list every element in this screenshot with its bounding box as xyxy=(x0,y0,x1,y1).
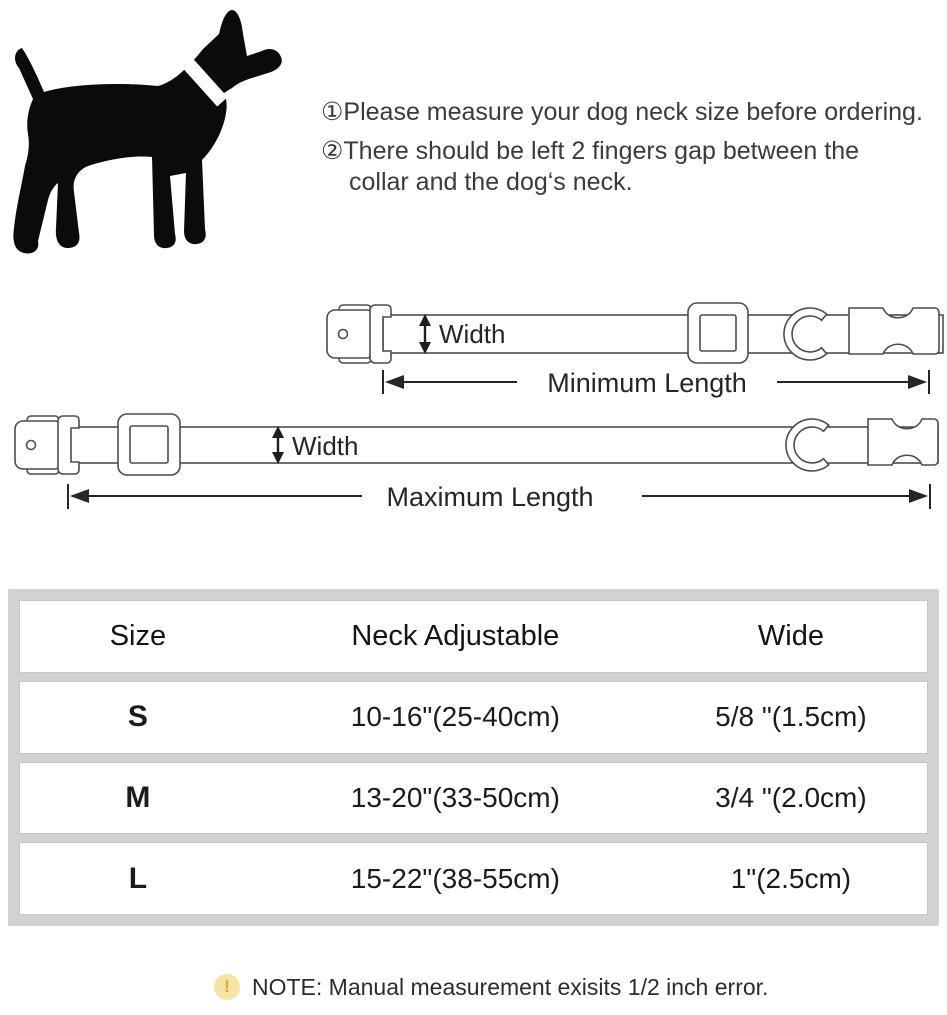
size-value: L xyxy=(128,861,148,895)
width-label: Width xyxy=(439,319,506,349)
d-ring-icon xyxy=(784,308,830,360)
exclamation-icon: ! xyxy=(214,974,240,1000)
neck-value: 13-20"(33-50cm) xyxy=(350,781,560,813)
slider-icon xyxy=(118,414,180,475)
size-value: S xyxy=(127,700,148,734)
note-text: NOTE: Manual measurement exisits 1/2 inch error. xyxy=(252,973,769,1000)
collar-diagram-minimum xyxy=(325,293,947,405)
buckle-female-icon xyxy=(327,305,391,363)
dog-body-shape xyxy=(13,10,281,253)
table-row-s xyxy=(19,681,928,754)
size-value: M xyxy=(125,780,151,814)
instructions xyxy=(321,99,946,196)
header-cell-size: Size xyxy=(109,619,167,652)
header-cell-neck-adjustable: Neck Adjustable xyxy=(351,619,560,652)
size-table xyxy=(8,589,939,926)
header-cell-wide: Wide xyxy=(757,619,824,652)
buckle-female-icon xyxy=(15,416,79,474)
width-label: Width xyxy=(292,431,359,461)
table-header-row xyxy=(19,600,928,673)
wide-value: 1"(2.5cm) xyxy=(730,862,852,894)
collar-diagram-maximum xyxy=(0,403,947,518)
instruction-line-3: collar and the dog‘s neck. xyxy=(349,168,633,196)
dog-silhouette-icon xyxy=(0,2,320,282)
wide-value: 3/4 "(2.0cm) xyxy=(715,781,867,813)
neck-value: 15-22"(38-55cm) xyxy=(350,862,560,894)
max-length-label: Maximum Length xyxy=(386,482,594,512)
instruction-line-2: ②There should be left 2 fingers gap between the xyxy=(321,137,860,165)
note-row xyxy=(214,972,768,1002)
table-row-l xyxy=(19,842,928,915)
instruction-line-1: ①Please measure your dog neck size before ordering. xyxy=(321,98,923,126)
min-length-label: Minimum Length xyxy=(547,368,747,398)
d-ring-icon xyxy=(786,419,832,471)
wide-value: 5/8 "(1.5cm) xyxy=(715,701,867,733)
slider-icon xyxy=(688,303,748,363)
neck-value: 10-16"(25-40cm) xyxy=(350,701,560,733)
table-row-m xyxy=(19,762,928,835)
